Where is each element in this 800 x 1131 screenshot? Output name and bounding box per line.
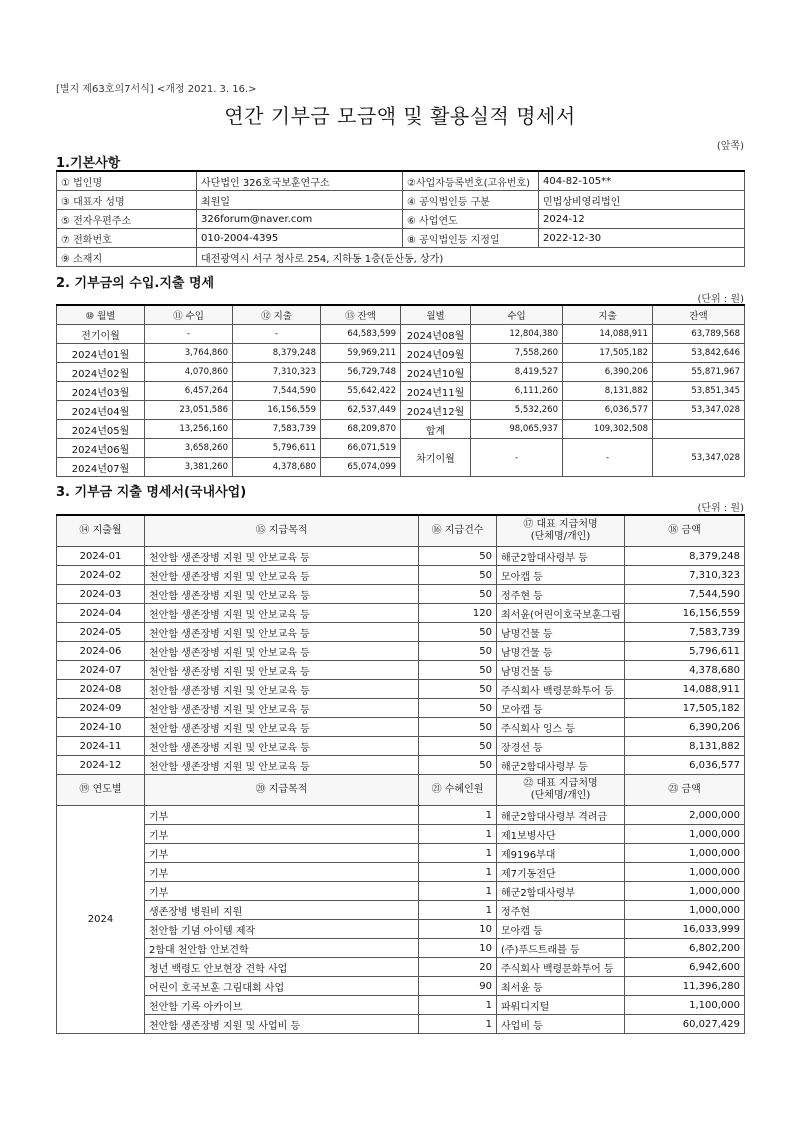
column-header: 월별 [401, 305, 471, 325]
field-label: ②사업자등록번호(고유번호) [403, 171, 539, 191]
balance-cell: 68,209,870 [321, 420, 401, 439]
count-cell: 10 [419, 920, 497, 939]
payee-header-line: ㉒ 대표 지급처명 [523, 778, 598, 789]
count-cell: 50 [419, 737, 497, 756]
amount-cell: 2,000,000 [625, 806, 745, 825]
count-cell: 1 [419, 882, 497, 901]
purpose-cell: 기부 [145, 844, 419, 863]
balance-cell: 63,789,568 [653, 325, 745, 344]
expense-unit: (단위 : 원) [697, 503, 744, 514]
count-cell: 50 [419, 585, 497, 604]
carry-month-cell: 차기이월 [401, 439, 471, 477]
amount-cell: 1,100,000 [625, 996, 745, 1015]
column-header: ⑯ 지급건수 [419, 515, 497, 547]
income-cell: 6,457,264 [145, 382, 233, 401]
income-cell: 3,658,260 [145, 439, 233, 458]
balance-cell: 53,842,646 [653, 344, 745, 363]
column-header: 지출 [563, 305, 653, 325]
expense-cell: 17,505,182 [563, 344, 653, 363]
month-cell: 합계 [401, 420, 471, 439]
income-cell: 13,256,160 [145, 420, 233, 439]
address-value: 대전광역시 서구 청사로 254, 지하동 1층(둔산동, 상가) [197, 248, 745, 267]
amount-cell: 14,088,911 [625, 680, 745, 699]
field-value: 사단법인 326호국보훈연구소 [197, 171, 403, 191]
expense-cell: 4,378,680 [233, 458, 321, 477]
month-cell: 2024년01월 [57, 344, 145, 363]
month-cell: 2024년08월 [401, 325, 471, 344]
annual-header-row [57, 775, 745, 806]
year-cell: 2024 [57, 806, 145, 1034]
annual-row [57, 901, 745, 920]
amount-cell: 6,036,577 [625, 756, 745, 775]
expense-table [56, 514, 745, 1034]
balance-cell: 64,583,599 [321, 325, 401, 344]
month-cell: 전기이월 [57, 325, 145, 344]
purpose-cell: 천안함 생존장병 지원 및 안보교육 등 [145, 566, 419, 585]
month-cell: 2024-06 [57, 642, 145, 661]
amount-cell: 6,802,200 [625, 939, 745, 958]
expense-cell: - [233, 325, 321, 344]
annual-row [57, 958, 745, 977]
amount-cell: 1,000,000 [625, 844, 745, 863]
income-row [57, 344, 745, 363]
payee-cell: 정주현 등 [497, 585, 625, 604]
payee-cell: 최서윤(어린이호국보훈그림 [497, 604, 625, 623]
field-label: ③ 대표자 성명 [57, 191, 197, 210]
column-header: ⑫ 지출 [233, 305, 321, 325]
field-label: ⑨ 소재지 [57, 248, 197, 267]
payee-cell: 남명건물 등 [497, 642, 625, 661]
income-cell: 6,111,260 [471, 382, 563, 401]
balance-cell: 55,642,422 [321, 382, 401, 401]
field-label: ④ 공익법인등 구분 [403, 191, 539, 210]
count-cell: 50 [419, 699, 497, 718]
section-income-title: 2. 기부금의 수입.지출 명세 [56, 276, 215, 291]
amount-cell: 7,544,590 [625, 585, 745, 604]
payee-cell: 모아캡 등 [497, 566, 625, 585]
income-cell: - [145, 325, 233, 344]
purpose-cell: 천안함 생존장병 지원 및 안보교육 등 [145, 737, 419, 756]
amount-cell: 16,033,999 [625, 920, 745, 939]
purpose-cell: 청년 백령도 안보현장 견학 사업 [145, 958, 419, 977]
expense-cell: 109,302,508 [563, 420, 653, 439]
basic-info-row [57, 210, 745, 229]
month-cell: 2024-11 [57, 737, 145, 756]
basic-info-row [57, 171, 745, 191]
count-cell: 1 [419, 825, 497, 844]
field-label: ⑧ 공익법인등 지정일 [403, 229, 539, 248]
payee-cell: 해군2함대사령부 격려금 [497, 806, 625, 825]
payee-cell: 사업비 등 [497, 1015, 625, 1034]
field-label: ⑥ 사업연도 [403, 210, 539, 229]
annual-row [57, 996, 745, 1015]
month-cell: 2024-04 [57, 604, 145, 623]
expense-row [57, 680, 745, 699]
payee-cell: 모아캡 등 [497, 920, 625, 939]
expense-row [57, 661, 745, 680]
count-cell: 50 [419, 547, 497, 566]
payee-header-line: (단체명/개인) [530, 790, 591, 801]
field-value: 민법상비영리법인 [539, 191, 745, 210]
month-cell: 2024-12 [57, 756, 145, 775]
annual-row [57, 977, 745, 996]
amount-cell: 5,796,611 [625, 642, 745, 661]
count-cell: 1 [419, 901, 497, 920]
income-row [57, 325, 745, 344]
purpose-cell: 기부 [145, 882, 419, 901]
annual-row [57, 844, 745, 863]
purpose-cell: 천안함 생존장병 지원 및 안보교육 등 [145, 756, 419, 775]
column-header: ⑳ 지급목적 [145, 775, 419, 806]
expense-row [57, 642, 745, 661]
count-cell: 50 [419, 718, 497, 737]
expense-cell: 7,583,739 [233, 420, 321, 439]
purpose-cell: 천안함 생존장병 지원 및 안보교육 등 [145, 699, 419, 718]
column-header [497, 515, 625, 547]
month-cell: 2024년06월 [57, 439, 145, 458]
carry-expense-cell: - [563, 439, 653, 477]
expense-cell: 5,796,611 [233, 439, 321, 458]
income-cell: 3,764,860 [145, 344, 233, 363]
amount-cell: 1,000,000 [625, 863, 745, 882]
month-cell: 2024-05 [57, 623, 145, 642]
expense-row [57, 547, 745, 566]
payee-cell: 제7기동전단 [497, 863, 625, 882]
payee-cell: 장경선 등 [497, 737, 625, 756]
count-cell: 50 [419, 642, 497, 661]
purpose-cell: 천안함 생존장병 지원 및 안보교육 등 [145, 547, 419, 566]
count-cell: 50 [419, 680, 497, 699]
annual-row [57, 882, 745, 901]
payee-cell: 정주현 [497, 901, 625, 920]
field-value: 2022-12-30 [539, 229, 745, 248]
count-cell: 10 [419, 939, 497, 958]
column-header: ㉑ 수혜인원 [419, 775, 497, 806]
expense-cell: 14,088,911 [563, 325, 653, 344]
expense-cell: 7,310,323 [233, 363, 321, 382]
amount-cell: 8,379,248 [625, 547, 745, 566]
amount-cell: 4,378,680 [625, 661, 745, 680]
purpose-cell: 천안함 생존장병 지원 및 안보교육 등 [145, 604, 419, 623]
column-header: ⑩ 월별 [57, 305, 145, 325]
income-cell: 23,051,586 [145, 401, 233, 420]
count-cell: 50 [419, 756, 497, 775]
purpose-cell: 천안함 생존장병 지원 및 안보교육 등 [145, 623, 419, 642]
basic-info-table [56, 170, 745, 267]
expense-cell: 6,036,577 [563, 401, 653, 420]
count-cell: 90 [419, 977, 497, 996]
month-cell: 2024-07 [57, 661, 145, 680]
expense-cell: 8,379,248 [233, 344, 321, 363]
amount-cell: 8,131,882 [625, 737, 745, 756]
income-cell: 7,558,260 [471, 344, 563, 363]
purpose-cell: 2함대 천안함 안보견학 [145, 939, 419, 958]
purpose-cell: 기부 [145, 863, 419, 882]
column-header: ⑬ 잔액 [321, 305, 401, 325]
column-header: ⑪ 수입 [145, 305, 233, 325]
payee-cell: 제1보병사단 [497, 825, 625, 844]
column-header: 수입 [471, 305, 563, 325]
annual-row [57, 863, 745, 882]
amount-cell: 17,505,182 [625, 699, 745, 718]
payee-cell: (주)푸드트래블 등 [497, 939, 625, 958]
column-header: ⑭ 지출월 [57, 515, 145, 547]
payee-cell: 남명건물 등 [497, 661, 625, 680]
expense-cell: 8,131,882 [563, 382, 653, 401]
balance-cell: 66,071,519 [321, 439, 401, 458]
month-cell: 2024년11월 [401, 382, 471, 401]
month-cell: 2024-08 [57, 680, 145, 699]
balance-cell: 53,851,345 [653, 382, 745, 401]
income-cell: 12,804,380 [471, 325, 563, 344]
payee-header-line: ⑰ 대표 지급처명 [523, 519, 598, 530]
purpose-cell: 천안함 생존장병 지원 및 안보교육 등 [145, 642, 419, 661]
amount-cell: 1,000,000 [625, 882, 745, 901]
income-header-row [57, 305, 745, 325]
basic-info-row [57, 229, 745, 248]
income-cell: 4,070,860 [145, 363, 233, 382]
income-cell: 98,065,937 [471, 420, 563, 439]
amount-cell: 1,000,000 [625, 901, 745, 920]
carry-income-cell: - [471, 439, 563, 477]
expense-cell: 16,156,559 [233, 401, 321, 420]
income-row [57, 382, 745, 401]
count-cell: 1 [419, 1015, 497, 1034]
expense-row [57, 756, 745, 775]
expense-row [57, 585, 745, 604]
expense-row [57, 623, 745, 642]
payee-cell: 해군2함대사령부 [497, 882, 625, 901]
income-unit: (단위 : 원) [697, 294, 744, 305]
income-table [56, 304, 745, 477]
form-number: [별지 제63호의7서식] <개정 2021. 3. 16.> [56, 84, 257, 95]
carry-balance-cell: 53,347,028 [653, 439, 745, 477]
column-header: ⑮ 지급목적 [145, 515, 419, 547]
amount-cell: 6,390,206 [625, 718, 745, 737]
page-side-note: (앞쪽) [716, 141, 744, 152]
expense-row [57, 718, 745, 737]
section-basic-title: 1.기본사항 [56, 156, 121, 171]
month-cell: 2024-09 [57, 699, 145, 718]
balance-cell: 55,871,967 [653, 363, 745, 382]
basic-info-row [57, 248, 745, 267]
expense-row [57, 699, 745, 718]
balance-cell: 65,074,099 [321, 458, 401, 477]
count-cell: 20 [419, 958, 497, 977]
purpose-cell: 천안함 생존장병 지원 및 안보교육 등 [145, 661, 419, 680]
count-cell: 1 [419, 863, 497, 882]
payee-cell: 제9196부대 [497, 844, 625, 863]
balance-cell: 53,347,028 [653, 401, 745, 420]
month-cell: 2024년09월 [401, 344, 471, 363]
month-cell: 2024년02월 [57, 363, 145, 382]
purpose-cell: 어린이 호국보훈 그림대회 사업 [145, 977, 419, 996]
month-cell: 2024-10 [57, 718, 145, 737]
count-cell: 50 [419, 661, 497, 680]
amount-cell: 60,027,429 [625, 1015, 745, 1034]
count-cell: 1 [419, 996, 497, 1015]
payee-cell: 최서윤 등 [497, 977, 625, 996]
balance-cell: 56,729,748 [321, 363, 401, 382]
balance-cell: 62,537,449 [321, 401, 401, 420]
income-row [57, 439, 745, 458]
column-header: ⑱ 금액 [625, 515, 745, 547]
expense-row [57, 604, 745, 623]
payee-cell: 주식회사 잉스 등 [497, 718, 625, 737]
income-row [57, 401, 745, 420]
field-label: ① 법인명 [57, 171, 197, 191]
income-cell: 3,381,260 [145, 458, 233, 477]
column-header: ㉓ 금액 [625, 775, 745, 806]
field-value: 2024-12 [539, 210, 745, 229]
payee-header-line: (단체명/개인) [530, 531, 591, 542]
payee-cell: 해군2함대사령부 등 [497, 756, 625, 775]
month-cell: 2024년10월 [401, 363, 471, 382]
column-header: 잔액 [653, 305, 745, 325]
purpose-cell: 기부 [145, 825, 419, 844]
count-cell: 50 [419, 566, 497, 585]
expense-header-row [57, 515, 745, 547]
count-cell: 50 [419, 623, 497, 642]
count-cell: 1 [419, 806, 497, 825]
income-cell: 5,532,260 [471, 401, 563, 420]
payee-cell: 모아캡 등 [497, 699, 625, 718]
income-cell: 8,419,527 [471, 363, 563, 382]
count-cell: 1 [419, 844, 497, 863]
expense-row [57, 737, 745, 756]
purpose-cell: 생존장병 병원비 지원 [145, 901, 419, 920]
month-cell: 2024년05월 [57, 420, 145, 439]
income-row [57, 363, 745, 382]
amount-cell: 11,396,280 [625, 977, 745, 996]
month-cell: 2024-03 [57, 585, 145, 604]
month-cell: 2024년04월 [57, 401, 145, 420]
basic-info-row [57, 191, 745, 210]
payee-cell: 남명건물 등 [497, 623, 625, 642]
annual-row [57, 920, 745, 939]
field-value: 최원일 [197, 191, 403, 210]
annual-row [57, 939, 745, 958]
annual-row [57, 825, 745, 844]
section-expense-title: 3. 기부금 지출 명세서(국내사업) [56, 485, 247, 500]
purpose-cell: 기부 [145, 806, 419, 825]
balance-cell [653, 420, 745, 439]
month-cell: 2024-02 [57, 566, 145, 585]
purpose-cell: 천안함 생존장병 지원 및 안보교육 등 [145, 680, 419, 699]
column-header: ⑲ 연도별 [57, 775, 145, 806]
month-cell: 2024년03월 [57, 382, 145, 401]
expense-row [57, 566, 745, 585]
purpose-cell: 천안함 생존장병 지원 및 안보교육 등 [145, 585, 419, 604]
purpose-cell: 천안함 생존장병 지원 및 사업비 등 [145, 1015, 419, 1034]
document-title: 연간 기부금 모금액 및 활용실적 명세서 [224, 104, 576, 128]
month-cell: 2024년12월 [401, 401, 471, 420]
annual-row [57, 1015, 745, 1034]
amount-cell: 7,583,739 [625, 623, 745, 642]
count-cell: 120 [419, 604, 497, 623]
amount-cell: 7,310,323 [625, 566, 745, 585]
balance-cell: 59,969,211 [321, 344, 401, 363]
payee-cell: 주식회사 백령문화투어 등 [497, 680, 625, 699]
expense-cell: 6,390,206 [563, 363, 653, 382]
payee-cell: 주식회사 백령문화투어 등 [497, 958, 625, 977]
field-value: 404-82-105** [539, 171, 745, 191]
income-row [57, 420, 745, 439]
expense-cell: 7,544,590 [233, 382, 321, 401]
purpose-cell: 천안함 생존장병 지원 및 안보교육 등 [145, 718, 419, 737]
purpose-cell: 천안함 기념 아이템 제작 [145, 920, 419, 939]
payee-cell: 해군2함대사령부 등 [497, 547, 625, 566]
amount-cell: 16,156,559 [625, 604, 745, 623]
annual-row [57, 806, 745, 825]
column-header [497, 775, 625, 806]
month-cell: 2024-01 [57, 547, 145, 566]
payee-cell: 파워디지털 [497, 996, 625, 1015]
month-cell: 2024년07월 [57, 458, 145, 477]
field-label: ⑤ 전자우편주소 [57, 210, 197, 229]
field-value: 326forum@naver.com [197, 210, 403, 229]
purpose-cell: 천안함 기록 아카이브 [145, 996, 419, 1015]
field-value: 010-2004-4395 [197, 229, 403, 248]
field-label: ⑦ 전화번호 [57, 229, 197, 248]
amount-cell: 6,942,600 [625, 958, 745, 977]
amount-cell: 1,000,000 [625, 825, 745, 844]
